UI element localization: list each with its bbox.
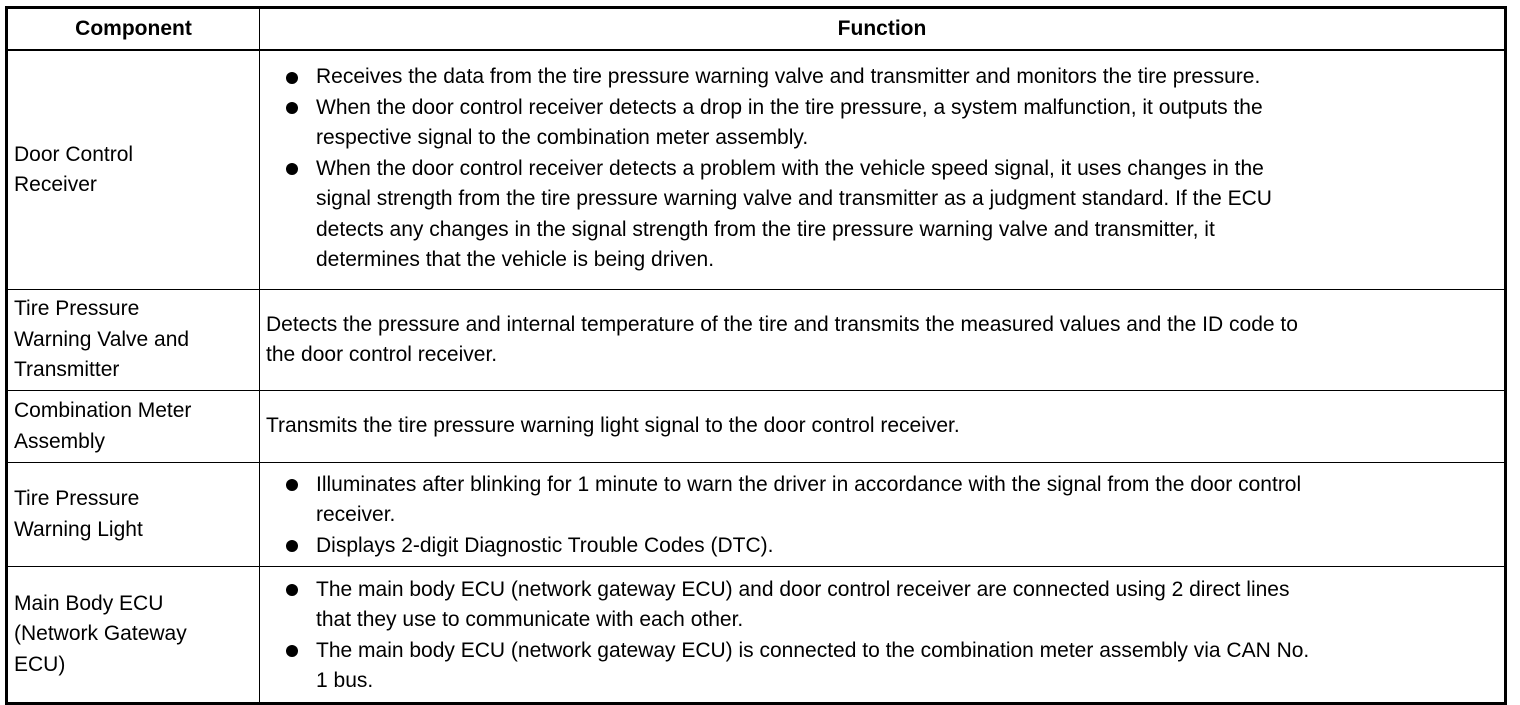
function-line: the door control receiver.	[266, 343, 498, 366]
component-line: Combination Meter	[14, 399, 192, 422]
function-cell	[260, 391, 1506, 463]
function-cell	[260, 290, 1506, 391]
function-cell	[260, 463, 1506, 567]
header-row	[7, 8, 1506, 51]
function-line: Detects the pressure and internal temperature of the tire and transmits the measured values and the ID code to	[266, 312, 1298, 336]
function-bullet-list	[266, 470, 1498, 562]
component-line: Door Control	[14, 142, 134, 166]
component-line: (Network Gateway	[14, 622, 187, 646]
function-line: Transmits the tire pressure warning light signal to the door control receiver.	[266, 414, 960, 438]
bullet-line: receiver.	[316, 503, 396, 527]
header-component: Component	[7, 8, 260, 51]
component-line: Tire Pressure	[14, 297, 140, 321]
bullet-dot-icon	[286, 102, 298, 114]
bullet-line: When the door control receiver detects a drop in the tire pressure, a system malfunction, it outputs the	[316, 95, 1263, 119]
table-row	[7, 290, 1506, 391]
function-bullet	[266, 93, 1498, 154]
table-row	[7, 391, 1506, 463]
component-line: Warning Valve and	[14, 327, 190, 351]
bullet-dot-icon	[286, 584, 298, 596]
component-line: ECU)	[14, 652, 66, 676]
component-line: Main Body ECU	[14, 591, 164, 615]
component-line: Tire Pressure	[14, 487, 140, 510]
component-line: Assembly	[14, 429, 106, 453]
table-row	[7, 50, 1506, 290]
function-bullet	[266, 531, 1498, 562]
bullet-dot-icon	[286, 479, 298, 491]
function-cell	[260, 567, 1506, 704]
component-cell	[7, 50, 260, 290]
bullet-dot-icon	[286, 645, 298, 657]
function-bullet-list	[266, 62, 1498, 276]
function-bullet	[266, 154, 1498, 276]
bullet-line: detects any changes in the signal strength from the tire pressure warning valve and transmitter, it	[316, 217, 1215, 241]
bullet-line: Receives the data from the tire pressure warning valve and transmitter and monitors the tire pressure.	[316, 65, 1261, 89]
component-cell	[7, 391, 260, 463]
bullet-line: respective signal to the combination meter assembly.	[316, 126, 809, 150]
component-line: Transmitter	[14, 358, 120, 382]
function-bullet-list	[266, 575, 1498, 697]
bullet-line: determines that the vehicle is being driven.	[316, 248, 715, 272]
bullet-line: When the door control receiver detects a problem with the vehicle speed signal, it uses changes in the	[316, 156, 1264, 180]
component-cell	[7, 290, 260, 391]
function-cell	[260, 50, 1506, 290]
component-cell	[7, 567, 260, 704]
component-line: Warning Light	[14, 517, 143, 541]
function-bullet	[266, 575, 1498, 636]
bullet-dot-icon	[286, 72, 298, 84]
bullet-line: signal strength from the tire pressure warning valve and transmitter as a judgment standard. If the ECU	[316, 187, 1272, 211]
bullet-line: 1 bus.	[316, 669, 374, 692]
bullet-line: The main body ECU (network gateway ECU) is connected to the combination meter assembly via CAN No.	[316, 638, 1310, 662]
bullet-line: Displays 2-digit Diagnostic Trouble Codes (DTC).	[316, 533, 774, 557]
function-bullet	[266, 636, 1498, 697]
bullet-line: The main body ECU (network gateway ECU) and door control receiver are connected using 2 direct lines	[316, 577, 1290, 601]
bullet-line: that they use to communicate with each other.	[316, 608, 744, 631]
component-function-table	[5, 6, 1507, 705]
table-row	[7, 567, 1506, 704]
component-function-table-wrapper	[5, 6, 1507, 705]
table-row	[7, 463, 1506, 567]
bullet-line: Illuminates after blinking for 1 minute to warn the driver in accordance with the signal from the door control	[316, 472, 1302, 496]
function-bullet	[266, 62, 1498, 93]
component-cell	[7, 463, 260, 567]
bullet-dot-icon	[286, 540, 298, 552]
function-bullet	[266, 470, 1498, 531]
header-function: Function	[260, 8, 1506, 51]
bullet-dot-icon	[286, 163, 298, 175]
component-line: Receiver	[14, 173, 97, 196]
